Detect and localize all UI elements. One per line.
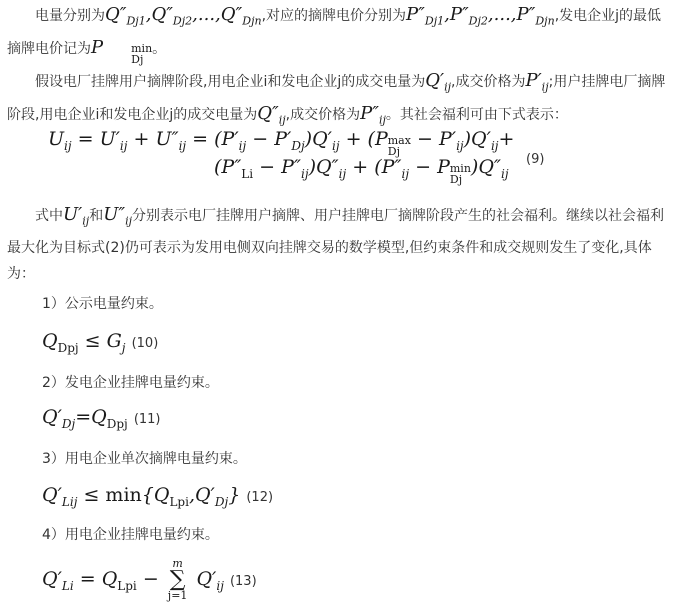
p3-text-2: 和 — [89, 208, 104, 224]
p2-text-1: 假设电厂挂牌用户摘牌阶段,用电企业i和发电企业j的成交电量为 — [35, 74, 426, 90]
formula-p-dj-list: $P''_{Dj1},P''_{Dj2},...,P''_{Djn}$ — [406, 4, 555, 28]
formula-u-prime-ij: $U'_{ij}$ — [63, 204, 90, 228]
constraint-3-label: 3）用电企业单次摘牌电量约束。 — [42, 451, 247, 467]
equation-10-number: (10) — [131, 336, 159, 351]
p1-text-1: 电量分别为 — [35, 8, 105, 24]
formula-p-dj-min: P min Dj — [91, 36, 153, 66]
equation-13: $Q'_{Li} = Q_{Lpi}$ − m ∑ j=1 $Q'_{ij}$ (13) — [42, 557, 257, 602]
equation-9-number: (9) — [526, 152, 545, 167]
equation-11: $Q'_{Dj}=Q_{Dpj}$ (11) — [42, 406, 161, 431]
p3-text-1: 式中 — [35, 208, 63, 224]
constraint-1-label: 1）公示电量约束。 — [42, 296, 163, 312]
equation-10: $Q_{Dpj} \le G_j$ (10) — [42, 330, 159, 355]
paragraph-3 — [7, 202, 669, 287]
p3-text-3: 分别表示电厂挂牌用户摘牌、用户挂牌电厂摘牌阶段产生的社会福利。继续以社会福利最大化为目标式(2)仍可表示为发用电侧双向挂牌交易的数学模型,但约束条件和成交规则发生了变化,具体为： — [7, 208, 665, 282]
summation-symbol: m ∑ j=1 — [167, 557, 188, 602]
p1-text-4: 。 — [152, 40, 167, 57]
equation-12: $Q'_{Lij} \le \min\{Q_{Lpi},Q'_{Dj}\}$ (12) — [42, 484, 274, 509]
formula-q-dprime-ij: $Q''_{ij}$ — [257, 102, 286, 127]
p2-text-5: 。其社会福利可由下式表示： — [385, 106, 568, 123]
constraint-2-label: 2）发电企业挂牌电量约束。 — [42, 375, 219, 391]
equation-11-number: (11) — [133, 412, 161, 427]
formula-u-dprime-ij: $U''_{ij}$ — [103, 204, 133, 228]
p2-text-2: ,成交价格为 — [451, 74, 526, 90]
equation-12-number: (12) — [246, 490, 274, 505]
paragraph-1 — [7, 2, 669, 65]
formula-p-prime-ij: $P'_{ij}$ — [525, 70, 549, 94]
paragraph-2 — [7, 68, 669, 133]
formula-q-prime-ij: $Q'_{ij}$ — [425, 70, 452, 94]
equation-9-line-2: $(P''_{Li} - P''_{ij})Q''_{ij} + (P''_{ij} - P$ min Dj )$Q''_{ij}$ — [214, 156, 509, 186]
p1-text-3: ,发电企业j的最低摘牌电价记为 — [7, 8, 662, 57]
formula-q-dj-list: $Q''_{Dj1},Q''_{Dj2},...,Q''_{Djn}$ — [105, 4, 262, 28]
formula-p-dprime-ij: $P''_{ij}$ — [360, 102, 386, 127]
equation-13-number: (13) — [229, 574, 257, 589]
p1-text-2: ,对应的摘牌电价分别为 — [261, 8, 407, 24]
constraint-4-label: 4）用电企业挂牌电量约束。 — [42, 527, 219, 543]
p2-text-3: ;用户挂牌电厂摘牌阶段,用电企业i和发电企业j的成交电量为 — [7, 74, 666, 123]
equation-9-line-1: $U_{ij} = U'_{ij} + U''_{ij} = (P'_{ij} - P'_{Dj})Q'_{ij} + (P$ max Dj − $P'_{ij})Q'_{ij}+$ — [48, 128, 515, 158]
p2-text-4: ,成交价格为 — [285, 106, 361, 123]
